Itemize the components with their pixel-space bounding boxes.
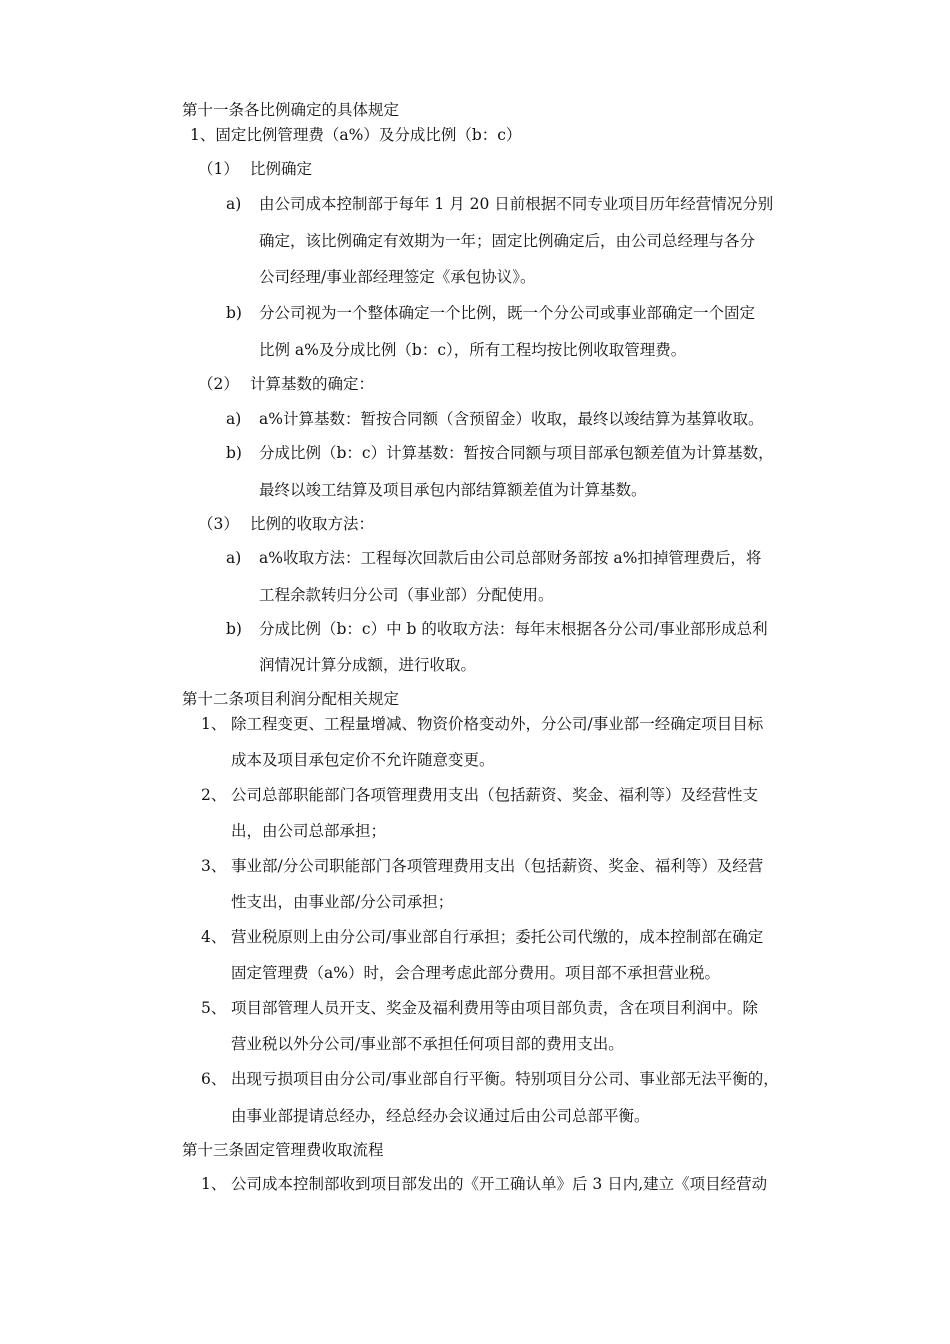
paragraph-number: （2） <box>198 375 239 393</box>
article-13-heading: 第十三条固定管理费收取流程 <box>182 1141 384 1159</box>
list-item-line: 性支出，由事业部/分公司承担； <box>231 893 454 911</box>
item-label: b) <box>226 620 242 638</box>
list-item-line: 事业部/分公司职能部门各项管理费用支出（包括薪资、奖金、福利等）及经营 <box>231 857 764 875</box>
item-text-line: 润情况计算分成额，进行收取。 <box>259 656 477 674</box>
item-text-line: 确定，该比例确定有效期为一年；固定比例确定后，由公司总经理与各分 <box>259 232 756 250</box>
list-item-line: 营业税以外分公司/事业部不承担任何项目部的费用支出。 <box>231 1035 624 1053</box>
list-item-line: 由事业部提请总经办，经总经办会议通过后由公司总部平衡。 <box>231 1107 650 1125</box>
list-item-line: 除工程变更、工程量增减、物资价格变动外，分公司/事业部一经确定项目目标 <box>231 715 764 733</box>
item-text-line: 分成比例（b：c）计算基数：暂按合同额与项目部承包额差值为计算基数， <box>259 444 774 462</box>
item-text-line: a%计算基数：暂按合同额（含预留金）收取，最终以竣结算为基算收取。 <box>259 410 764 428</box>
article-11-section-1: 1、固定比例管理费（a%）及分成比例（b：c） <box>190 126 522 144</box>
item-text-line: 分成比例（b：c）中 b 的收取方法：每年末根据各分公司/事业部形成总利 <box>259 620 768 638</box>
paragraph-title: 计算基数的确定： <box>250 375 375 393</box>
list-item-line: 营业税原则上由分公司/事业部自行承担；委托公司代缴的，成本控制部在确定 <box>231 928 764 946</box>
list-number: 1、 <box>201 715 227 733</box>
list-item-line: 项目部管理人员开支、奖金及福利费用等由项目部负责，含在项目利润中。除 <box>231 999 759 1017</box>
list-number: 3、 <box>201 857 227 875</box>
list-number: 4、 <box>201 928 227 946</box>
item-text-line: 比例 a%及分成比例（b：c），所有工程均按比例收取管理费。 <box>259 341 687 359</box>
list-number: 6、 <box>201 1070 227 1088</box>
list-item-line: 出，由公司总部承担； <box>231 822 387 840</box>
list-item-line: 固定管理费（a%）时，会合理考虑此部分费用。项目部不承担营业税。 <box>231 964 720 982</box>
list-number: 5、 <box>201 999 227 1017</box>
item-text-line: 工程余款转归分公司（事业部）分配使用。 <box>259 586 554 604</box>
item-text-line: 分公司视为一个整体确定一个比例，既一个分公司或事业部确定一个固定 <box>259 304 756 322</box>
item-text-line: 由公司成本控制部于每年 1 月 20 日前根据不同专业项目历年经营情况分别 <box>259 195 774 213</box>
paragraph-number: （1） <box>198 160 239 178</box>
item-label: a) <box>226 410 242 428</box>
article-12-heading: 第十二条项目利润分配相关规定 <box>182 690 400 708</box>
item-text-line: 最终以竣工结算及项目承包内部结算额差值为计算基数。 <box>259 481 647 499</box>
list-item-line: 公司成本控制部收到项目部发出的《开工确认单》后 3 日内,建立《项目经营动 <box>231 1175 768 1193</box>
item-label: a) <box>226 549 242 567</box>
item-text-line: a%收取方法：工程每次回款后由公司总部财务部按 a%扣掉管理费后，将 <box>259 549 762 567</box>
article-11-heading: 第十一条各比例确定的具体规定 <box>182 101 400 119</box>
paragraph-number: （3） <box>198 515 239 533</box>
list-item-line: 公司总部职能部门各项管理费用支出（包括薪资、奖金、福利等）及经营性支 <box>231 786 759 804</box>
list-number: 2、 <box>201 786 227 804</box>
list-item-line: 出现亏损项目由分公司/事业部自行平衡。特别项目分公司、事业部无法平衡的， <box>231 1070 779 1088</box>
item-label: a) <box>226 195 242 213</box>
paragraph-title: 比例确定 <box>250 160 313 178</box>
list-item-line: 成本及项目承包定价不允许随意变更。 <box>231 751 495 769</box>
item-text-line: 公司经理/事业部经理签定《承包协议》。 <box>259 268 536 286</box>
item-label: b) <box>226 444 242 462</box>
list-number: 1、 <box>201 1175 227 1193</box>
paragraph-title: 比例的收取方法： <box>250 515 375 533</box>
item-label: b) <box>226 304 242 322</box>
